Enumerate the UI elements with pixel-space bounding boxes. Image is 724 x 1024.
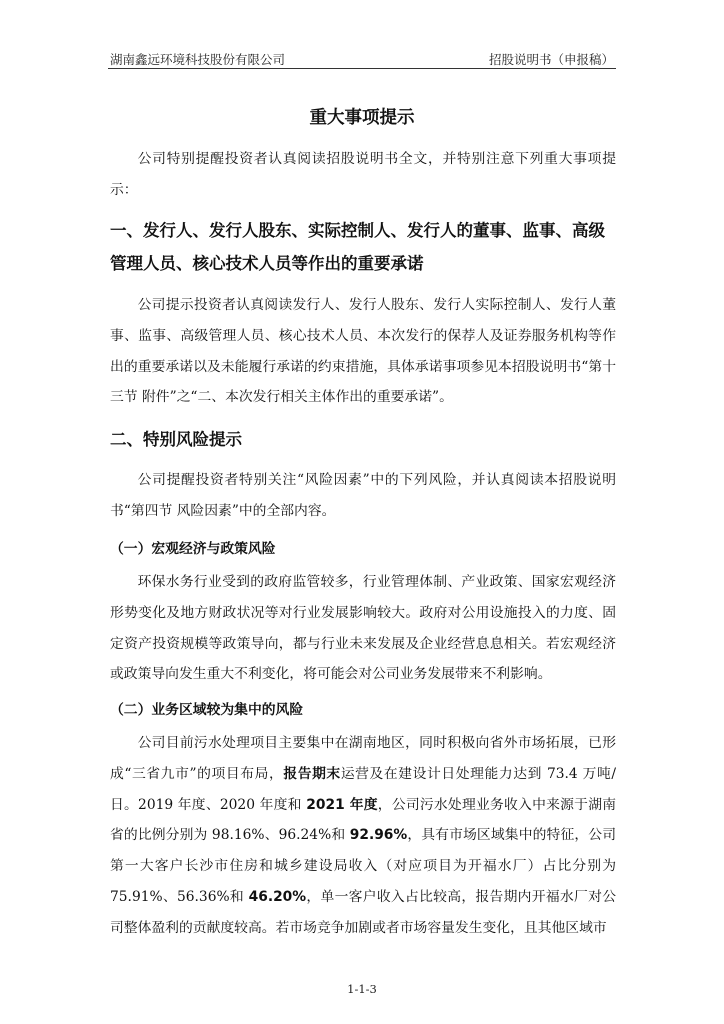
subsection-1-body: 环保水务行业受到的政府监管较多，行业管理体制、产业政策、国家宏观经济形势变化及地方财政状况等对行业发展影响较大。政府对公用设施投入的力度、固定资产投资规模等政策导向，都与行业未来发展及企业经营息息相关。若宏观经济或政策导向发生重大不利变化，将可能会对公司业务发展带来不利影响。 bbox=[110, 574, 616, 683]
intro-paragraph: 公司特别提醒投资者认真阅读招股说明书全文，并特别注意下列重大事项提示： bbox=[110, 151, 616, 198]
section-1-body: 公司提示投资者认真阅读发行人、发行人股东、发行人实际控制人、发行人董事、监事、高级管理人员、核心技术人员、本次发行的保荐人及证券服务机构等作出的重要承诺以及未能履行承诺的约束措施，具体承诺事项参见本招股说明书“第十三节 附件”之“二、本次发行相关主体作出的重要承诺”。 bbox=[110, 297, 616, 406]
section-1-heading: 一、发行人、发行人股东、实际控制人、发行人的董事、监事、高级管理人员、核心技术人员等作出的重要承诺 bbox=[110, 221, 605, 273]
page-title: 重大事项提示 bbox=[309, 108, 415, 128]
page-number: 1-1-3 bbox=[347, 982, 377, 996]
subsection-2-body bbox=[110, 728, 616, 944]
bold-text: 报告期末 bbox=[283, 765, 341, 782]
section-2-body: 公司提醒投资者特别关注“风险因素”中的下列风险，并认真阅读本招股说明书“第四节 风险因素”中的全部内容。 bbox=[110, 472, 616, 519]
text-run: 公司目前污水处理项目主要集中在湖南地区，同时积极向省外市场拓展，已形成“三省九市”的项目布局， bbox=[110, 735, 616, 782]
text-run: ，具有市场区域集中的特征，公司第一大客户长沙市住房和城乡建设局收入（对应项目为开福水厂）占比分别为 75.91%、56.36%和 bbox=[110, 827, 616, 905]
header-doc-type: 招股说明书（申报稿） bbox=[488, 52, 614, 67]
subsection-1-heading: （一）宏观经济与政策风险 bbox=[110, 541, 276, 557]
header-rule bbox=[108, 68, 616, 69]
subsection-2-heading: （二）业务区域较为集中的风险 bbox=[110, 702, 304, 718]
bold-text: 92.96% bbox=[349, 827, 408, 844]
text-run: ，公司污水处理业务收入中来源于湖南省的比例分别为 98.16%、96.24%和 bbox=[110, 796, 617, 844]
header-company: 湖南鑫远环境科技股份有限公司 bbox=[110, 52, 286, 67]
section-2-heading: 二、特别风险提示 bbox=[110, 430, 242, 449]
bold-text: 2021 年度 bbox=[306, 796, 378, 813]
text-run: ，单一客户收入占比较高，报告期内开福水厂对公司整体盈利的贡献度较高。若市场竞争加剧或者市场容量发生变化，且其他区域市 bbox=[110, 888, 616, 936]
bold-text: 46.20% bbox=[248, 888, 307, 905]
text-run: 运营及在建设计日处理能力达到 73.4 万吨/日。2019 年度、2020 年度和 bbox=[110, 765, 617, 813]
